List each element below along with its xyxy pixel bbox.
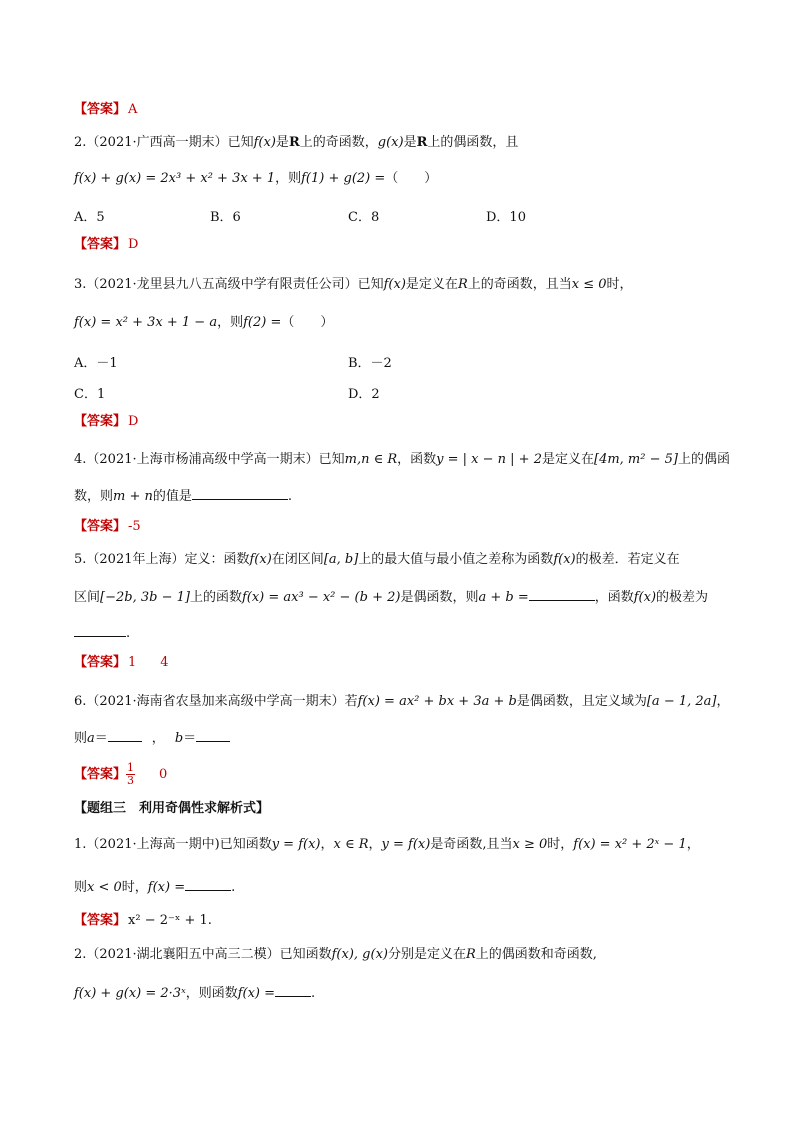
condition: x ≥ 0 [512,837,548,852]
text: ， [686,837,700,852]
var-a: a [87,731,95,746]
equation: f(x) + g(x) = 2·3ˣ [74,986,186,1001]
text: 是偶函数，则 [400,590,479,605]
text: 则 [74,731,88,746]
option-b: B．－2 [348,356,392,371]
question-2-line-2 [74,170,437,188]
question-5-line-1 [74,551,680,569]
question-prefix: 2.（2021·湖北襄阳五中高三二模）已知函数 [74,947,332,962]
text: . [126,626,131,641]
text: 是定义在 [405,277,458,292]
answer-value: A [128,102,138,117]
answer-value: x² − 2⁻ˣ + 1. [128,913,212,928]
math-R: R [416,135,428,150]
equation: f(x) = x² + 2ˣ − 1 [573,837,687,852]
answer-value: 1 [128,655,137,670]
text: 在闭区间 [271,552,324,567]
text: ，则 [275,171,302,186]
answer-value: 4 [160,655,169,670]
answer-blank[interactable] [108,727,142,742]
text: 的极差为 [656,590,709,605]
answer-blank[interactable] [196,727,230,742]
question-3-line-2 [74,314,333,332]
math-fx: f(x) [249,552,272,567]
answer-blank[interactable] [74,622,126,637]
condition: x < 0 [87,880,122,895]
option-a: A．5 [74,210,105,225]
text: 的值是 [152,489,192,504]
question-4-line-2 [74,485,292,506]
domain: x ∈ R [333,837,369,852]
answer-label: 【答案】 [74,655,127,670]
question-2-prefix: 2.（2021·广西高一期末）已知 [74,135,254,150]
math-gx: g(x) [377,135,404,150]
math-R: R [288,135,300,150]
question-6-line-1 [74,693,729,711]
functions: f(x), g(x) [331,947,388,962]
text: . [287,489,293,504]
domain: [a − 1, 2a] [646,694,717,709]
answer-blank[interactable] [275,982,311,997]
answer-value: D [128,237,139,252]
answer-label: 【答案】 [74,102,127,117]
answer-line-7 [74,912,212,930]
function: y = | x − n | + 2 [436,452,542,467]
fraction-numerator: 1 [127,761,135,774]
answer-label: 【答案】 [74,767,127,782]
answer-line-2 [74,236,138,254]
math-R: R [457,277,468,292]
text: ，则函数 [185,986,238,1001]
question-5-prefix: 5.（2021年上海）定义：函数 [74,552,250,567]
question-6-prefix: 6.（2021·海南省农垦加来高级中学高一期末）若 [74,694,358,709]
paren: （ ） [385,171,438,186]
math-R: R [466,947,476,962]
text: ， [320,837,334,852]
section-heading: 【题组三 利用奇偶性求解析式】 [74,801,270,816]
fraction-denominator: 3 [127,774,135,787]
option-d: D．2 [348,387,380,402]
question-4-line-1 [74,451,730,469]
answer-line-1 [74,101,137,119]
answer-line-3 [74,413,138,431]
text: ， [716,694,730,709]
option-c: C．8 [348,210,380,225]
text: . [231,880,236,895]
text: 分别是定义在 [387,947,466,962]
equation: f(x) = ax³ − x² − (b + 2) [241,590,401,605]
group3-question-2-line-1 [74,946,597,964]
text: 的极差．若定义在 [575,552,680,567]
answer-value: D [128,414,139,429]
option-d: D．10 [486,210,526,225]
math-fx: f(x) [383,277,406,292]
sum-expr: m + n [113,489,153,504]
equation: f(x) = x² + 3x + 1 − a [74,315,218,330]
text: 数，则 [74,489,114,504]
answer-line-6 [74,762,167,787]
expression: f(x) = [147,880,186,895]
answer-blank[interactable] [529,586,595,601]
text: 时， [121,880,148,895]
function: y = f(x) [271,837,321,852]
question-6-line-2 [74,727,230,748]
option-a: A．－1 [74,356,118,371]
text: 上的最大值与最小值之差称为函数 [358,552,554,567]
text: 时， [606,277,633,292]
text: 则 [74,880,88,895]
answer-label: 【答案】 [74,237,127,252]
answer-label: 【答案】 [74,519,127,534]
expression: f(2) = [243,315,282,330]
condition: x ≤ 0 [571,277,607,292]
question-4-prefix: 4.（2021·上海市杨浦高级中学高一期末）已知 [74,452,345,467]
answer-blank[interactable] [192,485,288,500]
question-2-line-1 [74,134,518,152]
text: 区间 [74,590,101,605]
sum-expr: a + b = [478,590,529,605]
answer-blank[interactable] [185,876,231,891]
equation: f(x) = ax² + bx + 3a + b [357,694,517,709]
option-b: B．6 [210,210,241,225]
group3-question-2-line-2 [74,982,315,1003]
answer-label: 【答案】 [74,414,127,429]
text: 上的偶函 [677,452,730,467]
text: . [311,986,316,1001]
text: 时， [547,837,574,852]
text: ，则 [217,315,244,330]
group3-question-1-line-2 [74,876,235,897]
math-fx: f(x) [553,552,576,567]
text: 是 [403,135,417,150]
text: 上的奇函数，且当 [467,277,572,292]
question-5-line-3 [74,622,130,643]
answer-label: 【答案】 [74,913,127,928]
question-3-line-1 [74,276,633,294]
equation: f(x) + g(x) = 2x³ + x² + 3x + 1 [74,171,276,186]
answer-value: -5 [128,519,141,534]
expression: f(1) + g(2) = [301,171,386,186]
text: ， [368,837,382,852]
question-5-line-2 [74,586,708,607]
expression: f(x) = [237,986,276,1001]
paren: （ ） [281,315,334,330]
text: 是偶函数，且定义域为 [516,694,647,709]
text: ＝ [94,731,108,746]
text: ＝ [183,731,197,746]
answer-line-5 [74,654,169,672]
var-b: b [174,731,184,746]
text: 是奇函数,且当 [430,837,513,852]
answer-line-4 [74,518,141,536]
text: 上的偶函数，且 [427,135,519,150]
text: ， [151,731,165,746]
math-set: m,n ∈ R [344,452,398,467]
math-fx: f(x) [253,135,276,150]
text: 上的偶函数和奇函数, [475,947,597,962]
text: ，函数 [397,452,437,467]
function: y = f(x) [381,837,431,852]
text: 上的奇函数， [299,135,378,150]
math-fx: f(x) [633,590,657,605]
domain: [−2b, 3b − 1] [100,590,190,605]
answer-value: 0 [159,767,168,782]
fraction [126,762,135,787]
domain: [4m, m² − 5] [594,452,678,467]
question-3-prefix: 3.（2021·龙里县九八五高级中学有限责任公司）已知 [74,277,384,292]
question-prefix: 1.（2021·上海高一期中)已知函数 [74,837,272,852]
text: 是 [275,135,289,150]
text: 上的函数 [189,590,242,605]
text: ，函数 [594,590,634,605]
group3-question-1-line-1 [74,836,700,854]
interval: [a, b] [323,552,359,567]
text: 是定义在 [541,452,594,467]
option-c: C．1 [74,387,106,402]
